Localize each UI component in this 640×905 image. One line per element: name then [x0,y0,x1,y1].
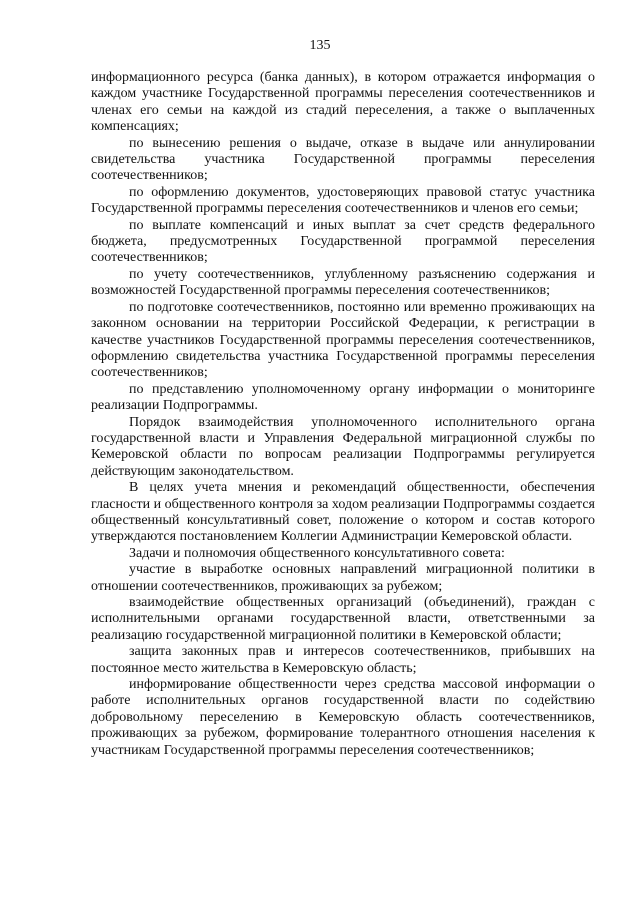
paragraph: по оформлению документов, удостоверяющих правовой статус участника Государственной программы переселения соотечественников и членов его семьи; [91,184,595,217]
paragraph: взаимодействие общественных организаций (объединений), граждан с исполнительными органами государственной власти, ответственными за реализацию государственной миграционной политики в Кемеровской области; [91,595,595,643]
paragraph: В целях учета мнения и рекомендаций общественности, обеспечения гласности и общественного контроля за ходом реализации Подпрограммы создается общественный консультативный совет, положение о котором и состав которого утверждаются постановлением Коллегии Администрации Кемеровской области. [91,480,595,545]
paragraph: по представлению уполномоченному органу информации о мониторинге реализации Подпрограммы. [91,381,595,414]
page-number: 135 [309,38,331,53]
paragraph: информирование общественности через средства массовой информации о работе исполнительных органов государственной власти по содействию добровольному переселению в Кемеровскую область соотечественников, проживающих за рубежом, формирование толерантного отношения населения к участникам Государственной программы переселения соотечественников; [91,677,595,758]
paragraph: по подготовке соотечественников, постоянно или временно проживающих на законном основании на территории Российской Федерации, к регистрации в качестве участников Государственной программы переселения соотечественников, оформлению свидетельства участника Государственной программы переселения соотечественников; [91,299,595,381]
paragraph: по учету соотечественников, углубленному разъяснению содержания и возможностей Государственной программы переселения соотечественников; [91,266,595,299]
paragraph: по вынесению решения о выдаче, отказе в выдаче или аннулировании свидетельства участника Государственной программы переселения соотечественников; [91,135,595,184]
paragraph: по выплате компенсаций и иных выплат за счет средств федерального бюджета, предусмотренных Государственной программой переселения соотечественников; [91,217,595,266]
paragraph: Задачи и полномочия общественного консультативного совета: [129,545,505,561]
paragraph-continuation: информационного ресурса (банка данных), в котором отражается информация о каждом участнике Государственной программы переселения соотечественников и членах его семьи на каждой из стадий переселения, а также о выплаченных компенсациях; [91,70,595,135]
paragraph: защита законных прав и интересов соотечественников, прибывших на постоянное место жительства в Кемеровскую область; [91,644,595,676]
paragraph: участие в выработке основных направлений миграционной политики в отношении соотечественников, проживающих за рубежом; [91,562,595,594]
paragraph: Порядок взаимодействия уполномоченного исполнительного органа государственной власти и Управления Федеральной миграционной службы по Кемеровской области по вопросам реализации Подпрограммы регулируется действующим законодательством. [91,414,595,479]
document-body [91,70,595,759]
